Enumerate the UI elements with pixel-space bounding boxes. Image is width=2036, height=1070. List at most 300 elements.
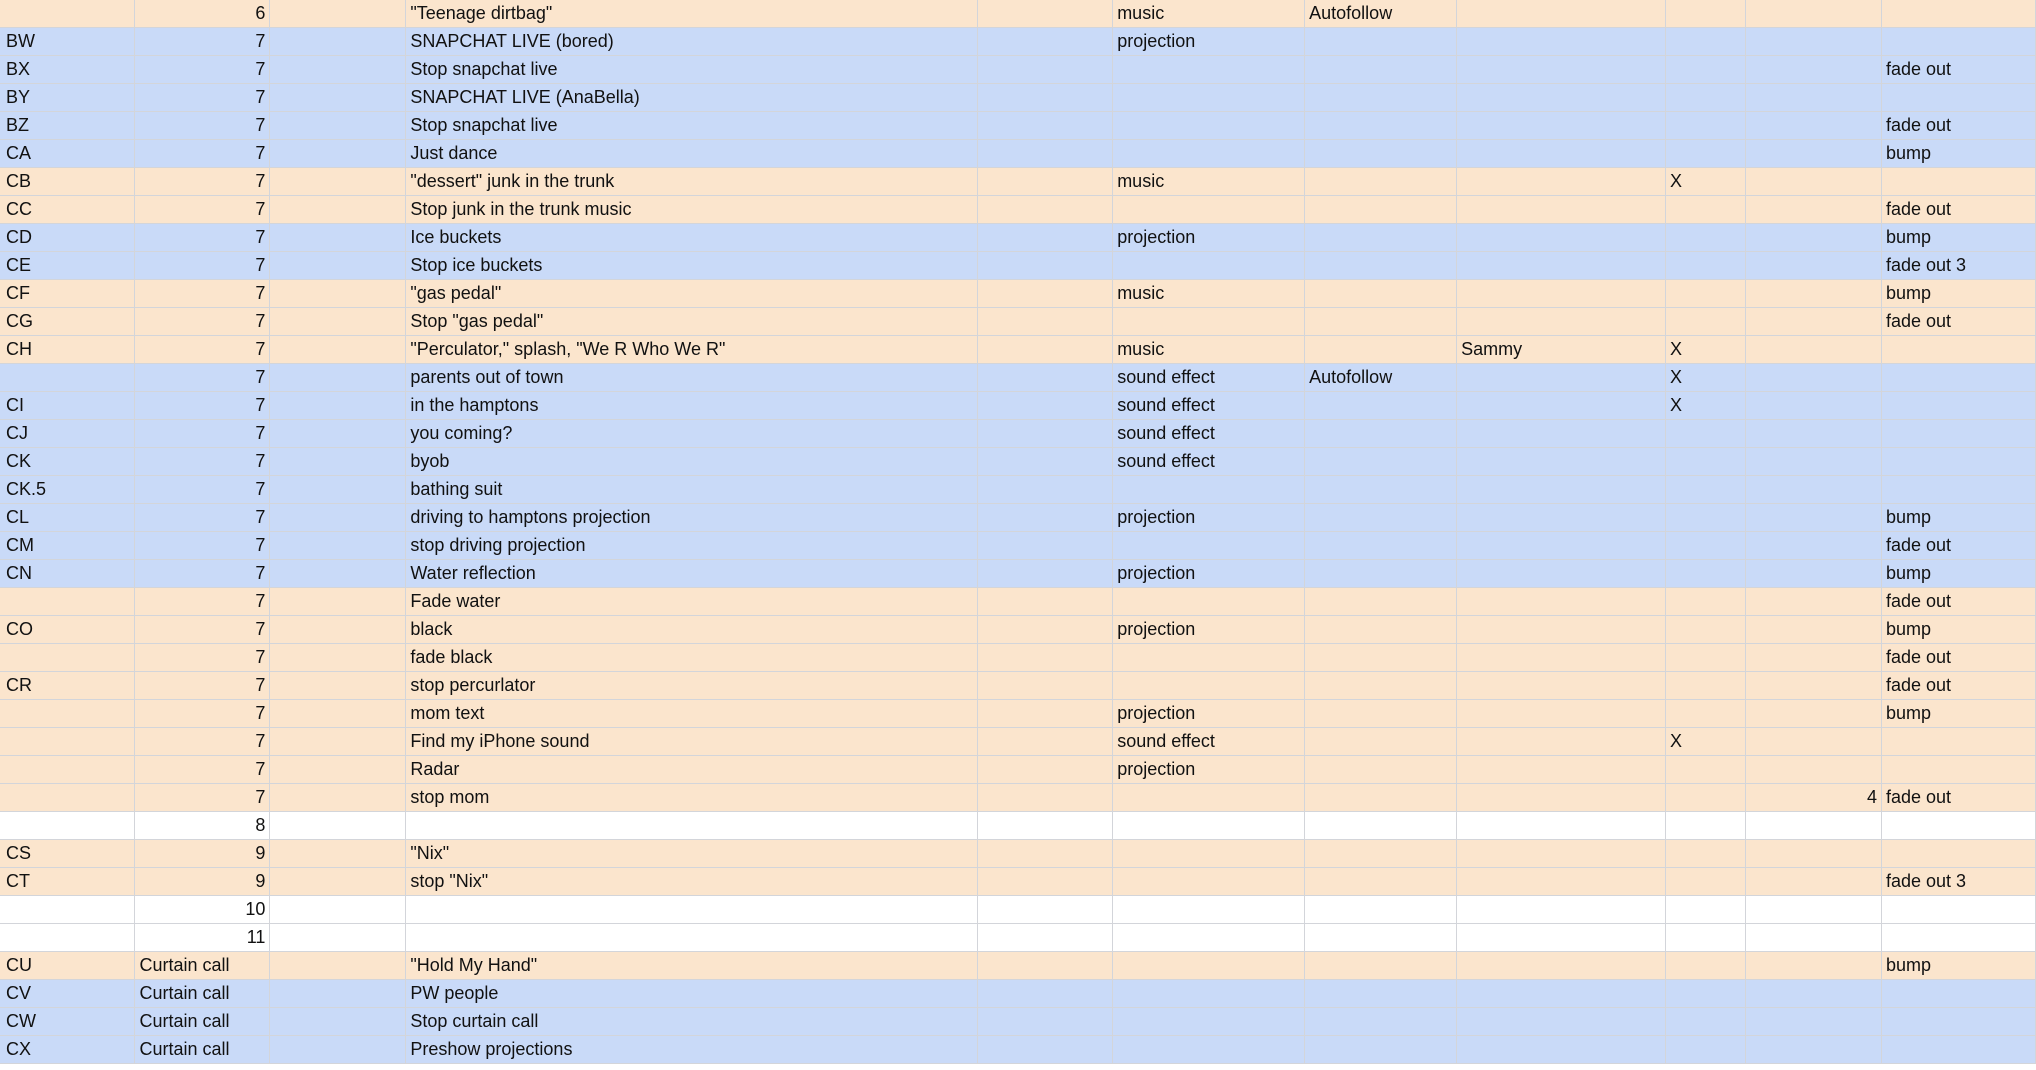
cell-mark[interactable] bbox=[1666, 560, 1746, 588]
cell-transition[interactable] bbox=[1881, 896, 2035, 924]
cell-cue-type[interactable] bbox=[1113, 56, 1305, 84]
cell-blank-c[interactable] bbox=[270, 504, 406, 532]
cell-transition[interactable]: fade out bbox=[1881, 532, 2035, 560]
cell-act-number[interactable]: 6 bbox=[135, 0, 270, 28]
cell-blank-c[interactable] bbox=[270, 896, 406, 924]
cell-act-number[interactable]: 7 bbox=[135, 280, 270, 308]
cell-cue-id[interactable] bbox=[0, 0, 135, 28]
cell-blank-e[interactable] bbox=[978, 224, 1113, 252]
cell-follow[interactable] bbox=[1305, 616, 1457, 644]
cell-act-number[interactable]: Curtain call bbox=[135, 952, 270, 980]
cell-cue-type[interactable] bbox=[1113, 924, 1305, 952]
cell-blank-e[interactable] bbox=[978, 0, 1113, 28]
cell-blank-c[interactable] bbox=[270, 756, 406, 784]
cell-blank-c[interactable] bbox=[270, 588, 406, 616]
cell-cue-type[interactable] bbox=[1113, 1008, 1305, 1036]
cell-blank-e[interactable] bbox=[978, 280, 1113, 308]
cell-blank-e[interactable] bbox=[978, 392, 1113, 420]
cell-cue-type[interactable]: music bbox=[1113, 336, 1305, 364]
cell-blank-c[interactable] bbox=[270, 28, 406, 56]
cell-count[interactable] bbox=[1746, 504, 1882, 532]
cell-blank-e[interactable] bbox=[978, 980, 1113, 1008]
cell-follow[interactable] bbox=[1305, 280, 1457, 308]
cell-cue-id[interactable]: CA bbox=[0, 140, 135, 168]
cell-count[interactable] bbox=[1746, 1036, 1882, 1064]
cell-blank-c[interactable] bbox=[270, 784, 406, 812]
cell-blank-c[interactable] bbox=[270, 420, 406, 448]
cell-blank-c[interactable] bbox=[270, 252, 406, 280]
cell-blank-e[interactable] bbox=[978, 56, 1113, 84]
cell-follow[interactable] bbox=[1305, 896, 1457, 924]
cell-act-number[interactable]: 7 bbox=[135, 308, 270, 336]
cell-blank-c[interactable] bbox=[270, 532, 406, 560]
cell-mark[interactable]: X bbox=[1666, 336, 1746, 364]
cell-blank-e[interactable] bbox=[978, 420, 1113, 448]
cell-blank-c[interactable] bbox=[270, 980, 406, 1008]
cell-cue-description[interactable] bbox=[406, 896, 978, 924]
cell-cue-type[interactable] bbox=[1113, 84, 1305, 112]
cell-blank-e[interactable] bbox=[978, 840, 1113, 868]
cell-blank-c[interactable] bbox=[270, 840, 406, 868]
cell-cue-description[interactable]: "gas pedal" bbox=[406, 280, 978, 308]
cell-operator[interactable] bbox=[1457, 1036, 1666, 1064]
cell-operator[interactable] bbox=[1457, 896, 1666, 924]
cell-act-number[interactable]: 10 bbox=[135, 896, 270, 924]
cell-mark[interactable] bbox=[1666, 756, 1746, 784]
cell-mark[interactable] bbox=[1666, 812, 1746, 840]
cell-blank-e[interactable] bbox=[978, 140, 1113, 168]
cell-count[interactable] bbox=[1746, 252, 1882, 280]
cell-cue-type[interactable]: projection bbox=[1113, 504, 1305, 532]
cell-cue-type[interactable] bbox=[1113, 868, 1305, 896]
cell-transition[interactable] bbox=[1881, 0, 2035, 28]
cell-operator[interactable] bbox=[1457, 252, 1666, 280]
cell-count[interactable] bbox=[1746, 196, 1882, 224]
cell-act-number[interactable]: 9 bbox=[135, 840, 270, 868]
cell-mark[interactable] bbox=[1666, 1008, 1746, 1036]
cell-blank-e[interactable] bbox=[978, 868, 1113, 896]
cell-mark[interactable] bbox=[1666, 784, 1746, 812]
cell-transition[interactable]: bump bbox=[1881, 280, 2035, 308]
cell-count[interactable] bbox=[1746, 364, 1882, 392]
cell-operator[interactable] bbox=[1457, 448, 1666, 476]
cell-transition[interactable] bbox=[1881, 728, 2035, 756]
cell-operator[interactable] bbox=[1457, 476, 1666, 504]
cell-mark[interactable] bbox=[1666, 924, 1746, 952]
cell-blank-c[interactable] bbox=[270, 560, 406, 588]
cell-mark[interactable] bbox=[1666, 532, 1746, 560]
cell-blank-c[interactable] bbox=[270, 812, 406, 840]
cell-operator[interactable] bbox=[1457, 868, 1666, 896]
cell-cue-description[interactable]: in the hamptons bbox=[406, 392, 978, 420]
cell-cue-description[interactable]: Stop ice buckets bbox=[406, 252, 978, 280]
cell-count[interactable] bbox=[1746, 812, 1882, 840]
cell-cue-type[interactable] bbox=[1113, 196, 1305, 224]
cell-mark[interactable] bbox=[1666, 448, 1746, 476]
cell-cue-id[interactable]: CC bbox=[0, 196, 135, 224]
cell-mark[interactable] bbox=[1666, 896, 1746, 924]
cell-blank-c[interactable] bbox=[270, 700, 406, 728]
cell-operator[interactable]: Sammy bbox=[1457, 336, 1666, 364]
cell-cue-id[interactable]: CL bbox=[0, 504, 135, 532]
cell-cue-id[interactable]: CO bbox=[0, 616, 135, 644]
cell-act-number[interactable]: 11 bbox=[135, 924, 270, 952]
cell-operator[interactable] bbox=[1457, 84, 1666, 112]
cell-operator[interactable] bbox=[1457, 616, 1666, 644]
cell-blank-e[interactable] bbox=[978, 112, 1113, 140]
cell-act-number[interactable]: 7 bbox=[135, 168, 270, 196]
cell-blank-c[interactable] bbox=[270, 1036, 406, 1064]
cell-cue-id[interactable]: CX bbox=[0, 1036, 135, 1064]
cell-mark[interactable]: X bbox=[1666, 168, 1746, 196]
cell-count[interactable] bbox=[1746, 924, 1882, 952]
cell-mark[interactable]: X bbox=[1666, 728, 1746, 756]
cell-cue-type[interactable] bbox=[1113, 252, 1305, 280]
cell-count[interactable] bbox=[1746, 952, 1882, 980]
cell-act-number[interactable]: 7 bbox=[135, 84, 270, 112]
cell-follow[interactable] bbox=[1305, 700, 1457, 728]
cell-act-number[interactable]: 7 bbox=[135, 560, 270, 588]
cell-cue-id[interactable] bbox=[0, 924, 135, 952]
cell-cue-id[interactable] bbox=[0, 784, 135, 812]
cell-transition[interactable] bbox=[1881, 168, 2035, 196]
cell-cue-description[interactable]: stop mom bbox=[406, 784, 978, 812]
cell-transition[interactable] bbox=[1881, 840, 2035, 868]
cell-count[interactable] bbox=[1746, 532, 1882, 560]
cell-count[interactable] bbox=[1746, 1008, 1882, 1036]
cell-blank-e[interactable] bbox=[978, 700, 1113, 728]
cell-operator[interactable] bbox=[1457, 784, 1666, 812]
cell-cue-description[interactable]: Stop snapchat live bbox=[406, 56, 978, 84]
cell-mark[interactable] bbox=[1666, 224, 1746, 252]
cell-cue-type[interactable] bbox=[1113, 952, 1305, 980]
cell-count[interactable] bbox=[1746, 980, 1882, 1008]
cell-mark[interactable] bbox=[1666, 1036, 1746, 1064]
cell-cue-id[interactable]: CV bbox=[0, 980, 135, 1008]
cell-blank-e[interactable] bbox=[978, 308, 1113, 336]
cell-cue-id[interactable] bbox=[0, 700, 135, 728]
cell-transition[interactable]: fade out bbox=[1881, 672, 2035, 700]
cell-follow[interactable] bbox=[1305, 56, 1457, 84]
cell-cue-id[interactable]: CM bbox=[0, 532, 135, 560]
cell-transition[interactable] bbox=[1881, 1008, 2035, 1036]
cell-act-number[interactable]: 7 bbox=[135, 336, 270, 364]
cell-cue-description[interactable]: Stop "gas pedal" bbox=[406, 308, 978, 336]
cell-blank-e[interactable] bbox=[978, 84, 1113, 112]
cell-transition[interactable]: bump bbox=[1881, 224, 2035, 252]
cell-mark[interactable] bbox=[1666, 672, 1746, 700]
cell-operator[interactable] bbox=[1457, 560, 1666, 588]
cell-act-number[interactable]: 7 bbox=[135, 364, 270, 392]
cell-follow[interactable] bbox=[1305, 672, 1457, 700]
cell-cue-description[interactable]: SNAPCHAT LIVE (AnaBella) bbox=[406, 84, 978, 112]
cell-cue-type[interactable] bbox=[1113, 532, 1305, 560]
cell-act-number[interactable]: 7 bbox=[135, 476, 270, 504]
cell-operator[interactable] bbox=[1457, 504, 1666, 532]
cell-blank-e[interactable] bbox=[978, 756, 1113, 784]
cell-cue-type[interactable]: projection bbox=[1113, 756, 1305, 784]
cell-act-number[interactable]: 7 bbox=[135, 672, 270, 700]
cell-mark[interactable] bbox=[1666, 644, 1746, 672]
cell-mark[interactable] bbox=[1666, 700, 1746, 728]
cell-follow[interactable] bbox=[1305, 448, 1457, 476]
cell-operator[interactable] bbox=[1457, 224, 1666, 252]
cell-count[interactable] bbox=[1746, 560, 1882, 588]
cell-act-number[interactable]: 7 bbox=[135, 700, 270, 728]
cell-count[interactable] bbox=[1746, 588, 1882, 616]
cell-cue-id[interactable]: CW bbox=[0, 1008, 135, 1036]
cell-cue-description[interactable]: stop percurlator bbox=[406, 672, 978, 700]
cell-count[interactable] bbox=[1746, 84, 1882, 112]
cell-operator[interactable] bbox=[1457, 532, 1666, 560]
cell-cue-type[interactable] bbox=[1113, 1036, 1305, 1064]
cell-count[interactable] bbox=[1746, 728, 1882, 756]
cell-cue-description[interactable]: you coming? bbox=[406, 420, 978, 448]
cell-count[interactable] bbox=[1746, 476, 1882, 504]
cell-cue-description[interactable]: Stop curtain call bbox=[406, 1008, 978, 1036]
cell-mark[interactable] bbox=[1666, 252, 1746, 280]
cell-cue-type[interactable] bbox=[1113, 784, 1305, 812]
cell-count[interactable] bbox=[1746, 28, 1882, 56]
cell-transition[interactable]: bump bbox=[1881, 952, 2035, 980]
cell-act-number[interactable]: 7 bbox=[135, 784, 270, 812]
cell-blank-e[interactable] bbox=[978, 336, 1113, 364]
cell-act-number[interactable]: 7 bbox=[135, 644, 270, 672]
cell-count[interactable] bbox=[1746, 868, 1882, 896]
cell-cue-id[interactable] bbox=[0, 588, 135, 616]
cell-transition[interactable]: fade out bbox=[1881, 112, 2035, 140]
cell-count[interactable] bbox=[1746, 168, 1882, 196]
cell-act-number[interactable]: 7 bbox=[135, 56, 270, 84]
cell-operator[interactable] bbox=[1457, 364, 1666, 392]
cell-mark[interactable] bbox=[1666, 952, 1746, 980]
cell-cue-description[interactable]: "dessert" junk in the trunk bbox=[406, 168, 978, 196]
cell-act-number[interactable]: 7 bbox=[135, 756, 270, 784]
cell-transition[interactable]: fade out bbox=[1881, 644, 2035, 672]
cell-blank-e[interactable] bbox=[978, 560, 1113, 588]
cell-cue-id[interactable]: CE bbox=[0, 252, 135, 280]
cell-blank-c[interactable] bbox=[270, 196, 406, 224]
cell-blank-c[interactable] bbox=[270, 168, 406, 196]
cell-blank-c[interactable] bbox=[270, 364, 406, 392]
cell-cue-id[interactable] bbox=[0, 728, 135, 756]
cell-cue-id[interactable]: BW bbox=[0, 28, 135, 56]
cell-follow[interactable] bbox=[1305, 784, 1457, 812]
cell-cue-type[interactable]: projection bbox=[1113, 700, 1305, 728]
cell-count[interactable] bbox=[1746, 392, 1882, 420]
cell-cue-id[interactable] bbox=[0, 644, 135, 672]
cell-cue-id[interactable]: CT bbox=[0, 868, 135, 896]
cell-cue-description[interactable]: "Nix" bbox=[406, 840, 978, 868]
cell-count[interactable] bbox=[1746, 420, 1882, 448]
cell-mark[interactable] bbox=[1666, 616, 1746, 644]
cell-blank-c[interactable] bbox=[270, 56, 406, 84]
cell-mark[interactable] bbox=[1666, 980, 1746, 1008]
cell-operator[interactable] bbox=[1457, 756, 1666, 784]
cell-act-number[interactable]: 7 bbox=[135, 532, 270, 560]
cell-follow[interactable] bbox=[1305, 812, 1457, 840]
cell-operator[interactable] bbox=[1457, 196, 1666, 224]
cell-mark[interactable] bbox=[1666, 420, 1746, 448]
cell-cue-description[interactable]: stop "Nix" bbox=[406, 868, 978, 896]
cell-cue-type[interactable]: sound effect bbox=[1113, 392, 1305, 420]
cell-mark[interactable] bbox=[1666, 140, 1746, 168]
cell-cue-description[interactable]: Fade water bbox=[406, 588, 978, 616]
cell-transition[interactable]: fade out 3 bbox=[1881, 868, 2035, 896]
cell-count[interactable] bbox=[1746, 56, 1882, 84]
cell-count[interactable] bbox=[1746, 280, 1882, 308]
cell-cue-description[interactable]: byob bbox=[406, 448, 978, 476]
cell-blank-c[interactable] bbox=[270, 672, 406, 700]
cell-follow[interactable] bbox=[1305, 476, 1457, 504]
cell-mark[interactable] bbox=[1666, 588, 1746, 616]
cell-transition[interactable] bbox=[1881, 364, 2035, 392]
cell-operator[interactable] bbox=[1457, 308, 1666, 336]
cell-cue-type[interactable] bbox=[1113, 140, 1305, 168]
cell-cue-description[interactable]: PW people bbox=[406, 980, 978, 1008]
cell-transition[interactable]: bump bbox=[1881, 504, 2035, 532]
cell-cue-type[interactable]: projection bbox=[1113, 28, 1305, 56]
cell-blank-c[interactable] bbox=[270, 868, 406, 896]
cell-follow[interactable] bbox=[1305, 28, 1457, 56]
cell-count[interactable] bbox=[1746, 140, 1882, 168]
cell-cue-id[interactable]: CH bbox=[0, 336, 135, 364]
cell-cue-type[interactable]: sound effect bbox=[1113, 728, 1305, 756]
cell-blank-e[interactable] bbox=[978, 476, 1113, 504]
cell-cue-type[interactable] bbox=[1113, 476, 1305, 504]
cell-cue-description[interactable]: Preshow projections bbox=[406, 1036, 978, 1064]
cell-blank-e[interactable] bbox=[978, 672, 1113, 700]
cell-blank-e[interactable] bbox=[978, 924, 1113, 952]
cell-follow[interactable] bbox=[1305, 112, 1457, 140]
cell-cue-type[interactable] bbox=[1113, 588, 1305, 616]
cell-cue-type[interactable]: sound effect bbox=[1113, 364, 1305, 392]
cell-cue-type[interactable] bbox=[1113, 896, 1305, 924]
cell-operator[interactable] bbox=[1457, 924, 1666, 952]
cell-cue-id[interactable]: CR bbox=[0, 672, 135, 700]
cell-operator[interactable] bbox=[1457, 644, 1666, 672]
cell-transition[interactable] bbox=[1881, 336, 2035, 364]
cell-transition[interactable]: bump bbox=[1881, 560, 2035, 588]
cell-blank-e[interactable] bbox=[978, 616, 1113, 644]
cell-blank-e[interactable] bbox=[978, 728, 1113, 756]
cell-cue-type[interactable] bbox=[1113, 308, 1305, 336]
cell-follow[interactable] bbox=[1305, 532, 1457, 560]
cell-act-number[interactable]: 7 bbox=[135, 224, 270, 252]
cell-mark[interactable] bbox=[1666, 280, 1746, 308]
cell-blank-e[interactable] bbox=[978, 896, 1113, 924]
cell-blank-e[interactable] bbox=[978, 252, 1113, 280]
cell-cue-type[interactable] bbox=[1113, 980, 1305, 1008]
cell-follow[interactable] bbox=[1305, 1036, 1457, 1064]
cell-cue-type[interactable]: music bbox=[1113, 0, 1305, 28]
cell-cue-description[interactable]: Ice buckets bbox=[406, 224, 978, 252]
cell-act-number[interactable]: 7 bbox=[135, 448, 270, 476]
cell-transition[interactable]: fade out 3 bbox=[1881, 252, 2035, 280]
cell-follow[interactable] bbox=[1305, 560, 1457, 588]
cell-cue-type[interactable] bbox=[1113, 112, 1305, 140]
cell-transition[interactable]: fade out bbox=[1881, 784, 2035, 812]
cell-cue-id[interactable]: CN bbox=[0, 560, 135, 588]
cell-cue-description[interactable]: Just dance bbox=[406, 140, 978, 168]
cell-blank-c[interactable] bbox=[270, 476, 406, 504]
cell-follow[interactable] bbox=[1305, 756, 1457, 784]
cell-follow[interactable] bbox=[1305, 588, 1457, 616]
cell-transition[interactable]: bump bbox=[1881, 616, 2035, 644]
cell-act-number[interactable]: 7 bbox=[135, 196, 270, 224]
cell-blank-e[interactable] bbox=[978, 812, 1113, 840]
cell-mark[interactable]: X bbox=[1666, 392, 1746, 420]
cell-blank-e[interactable] bbox=[978, 364, 1113, 392]
cell-cue-description[interactable]: Stop snapchat live bbox=[406, 112, 978, 140]
cell-blank-c[interactable] bbox=[270, 392, 406, 420]
cell-cue-id[interactable]: CF bbox=[0, 280, 135, 308]
cell-transition[interactable] bbox=[1881, 392, 2035, 420]
cell-act-number[interactable]: 7 bbox=[135, 140, 270, 168]
cell-operator[interactable] bbox=[1457, 28, 1666, 56]
cell-transition[interactable] bbox=[1881, 476, 2035, 504]
cell-count[interactable] bbox=[1746, 700, 1882, 728]
cell-follow[interactable] bbox=[1305, 196, 1457, 224]
cell-act-number[interactable]: Curtain call bbox=[135, 1036, 270, 1064]
cell-follow[interactable] bbox=[1305, 84, 1457, 112]
cell-blank-c[interactable] bbox=[270, 728, 406, 756]
cell-blank-c[interactable] bbox=[270, 224, 406, 252]
cell-count[interactable] bbox=[1746, 756, 1882, 784]
cell-count[interactable] bbox=[1746, 448, 1882, 476]
cell-act-number[interactable]: 7 bbox=[135, 112, 270, 140]
cell-operator[interactable] bbox=[1457, 812, 1666, 840]
cell-count[interactable] bbox=[1746, 840, 1882, 868]
cell-cue-id[interactable]: CU bbox=[0, 952, 135, 980]
cell-follow[interactable] bbox=[1305, 308, 1457, 336]
cell-follow[interactable] bbox=[1305, 980, 1457, 1008]
cell-follow[interactable]: Autofollow bbox=[1305, 364, 1457, 392]
cell-operator[interactable] bbox=[1457, 280, 1666, 308]
cell-cue-type[interactable]: projection bbox=[1113, 616, 1305, 644]
cell-blank-c[interactable] bbox=[270, 336, 406, 364]
cell-blank-e[interactable] bbox=[978, 196, 1113, 224]
cell-cue-type[interactable] bbox=[1113, 644, 1305, 672]
cell-cue-type[interactable]: music bbox=[1113, 168, 1305, 196]
cell-cue-id[interactable] bbox=[0, 812, 135, 840]
cell-count[interactable] bbox=[1746, 308, 1882, 336]
cell-follow[interactable] bbox=[1305, 644, 1457, 672]
cell-transition[interactable] bbox=[1881, 28, 2035, 56]
cell-operator[interactable] bbox=[1457, 420, 1666, 448]
cell-follow[interactable] bbox=[1305, 728, 1457, 756]
cell-blank-e[interactable] bbox=[978, 644, 1113, 672]
cell-operator[interactable] bbox=[1457, 168, 1666, 196]
cell-cue-type[interactable]: sound effect bbox=[1113, 420, 1305, 448]
cell-blank-c[interactable] bbox=[270, 140, 406, 168]
cell-cue-id[interactable]: CK.5 bbox=[0, 476, 135, 504]
cell-operator[interactable] bbox=[1457, 1008, 1666, 1036]
cell-act-number[interactable]: 7 bbox=[135, 252, 270, 280]
cell-count[interactable] bbox=[1746, 672, 1882, 700]
cell-mark[interactable] bbox=[1666, 56, 1746, 84]
cell-mark[interactable] bbox=[1666, 308, 1746, 336]
cell-operator[interactable] bbox=[1457, 392, 1666, 420]
cell-transition[interactable] bbox=[1881, 924, 2035, 952]
cell-cue-id[interactable]: BX bbox=[0, 56, 135, 84]
cell-blank-e[interactable] bbox=[978, 28, 1113, 56]
cell-cue-id[interactable] bbox=[0, 896, 135, 924]
cell-operator[interactable] bbox=[1457, 588, 1666, 616]
cell-follow[interactable] bbox=[1305, 168, 1457, 196]
cell-follow[interactable] bbox=[1305, 952, 1457, 980]
cell-operator[interactable] bbox=[1457, 672, 1666, 700]
